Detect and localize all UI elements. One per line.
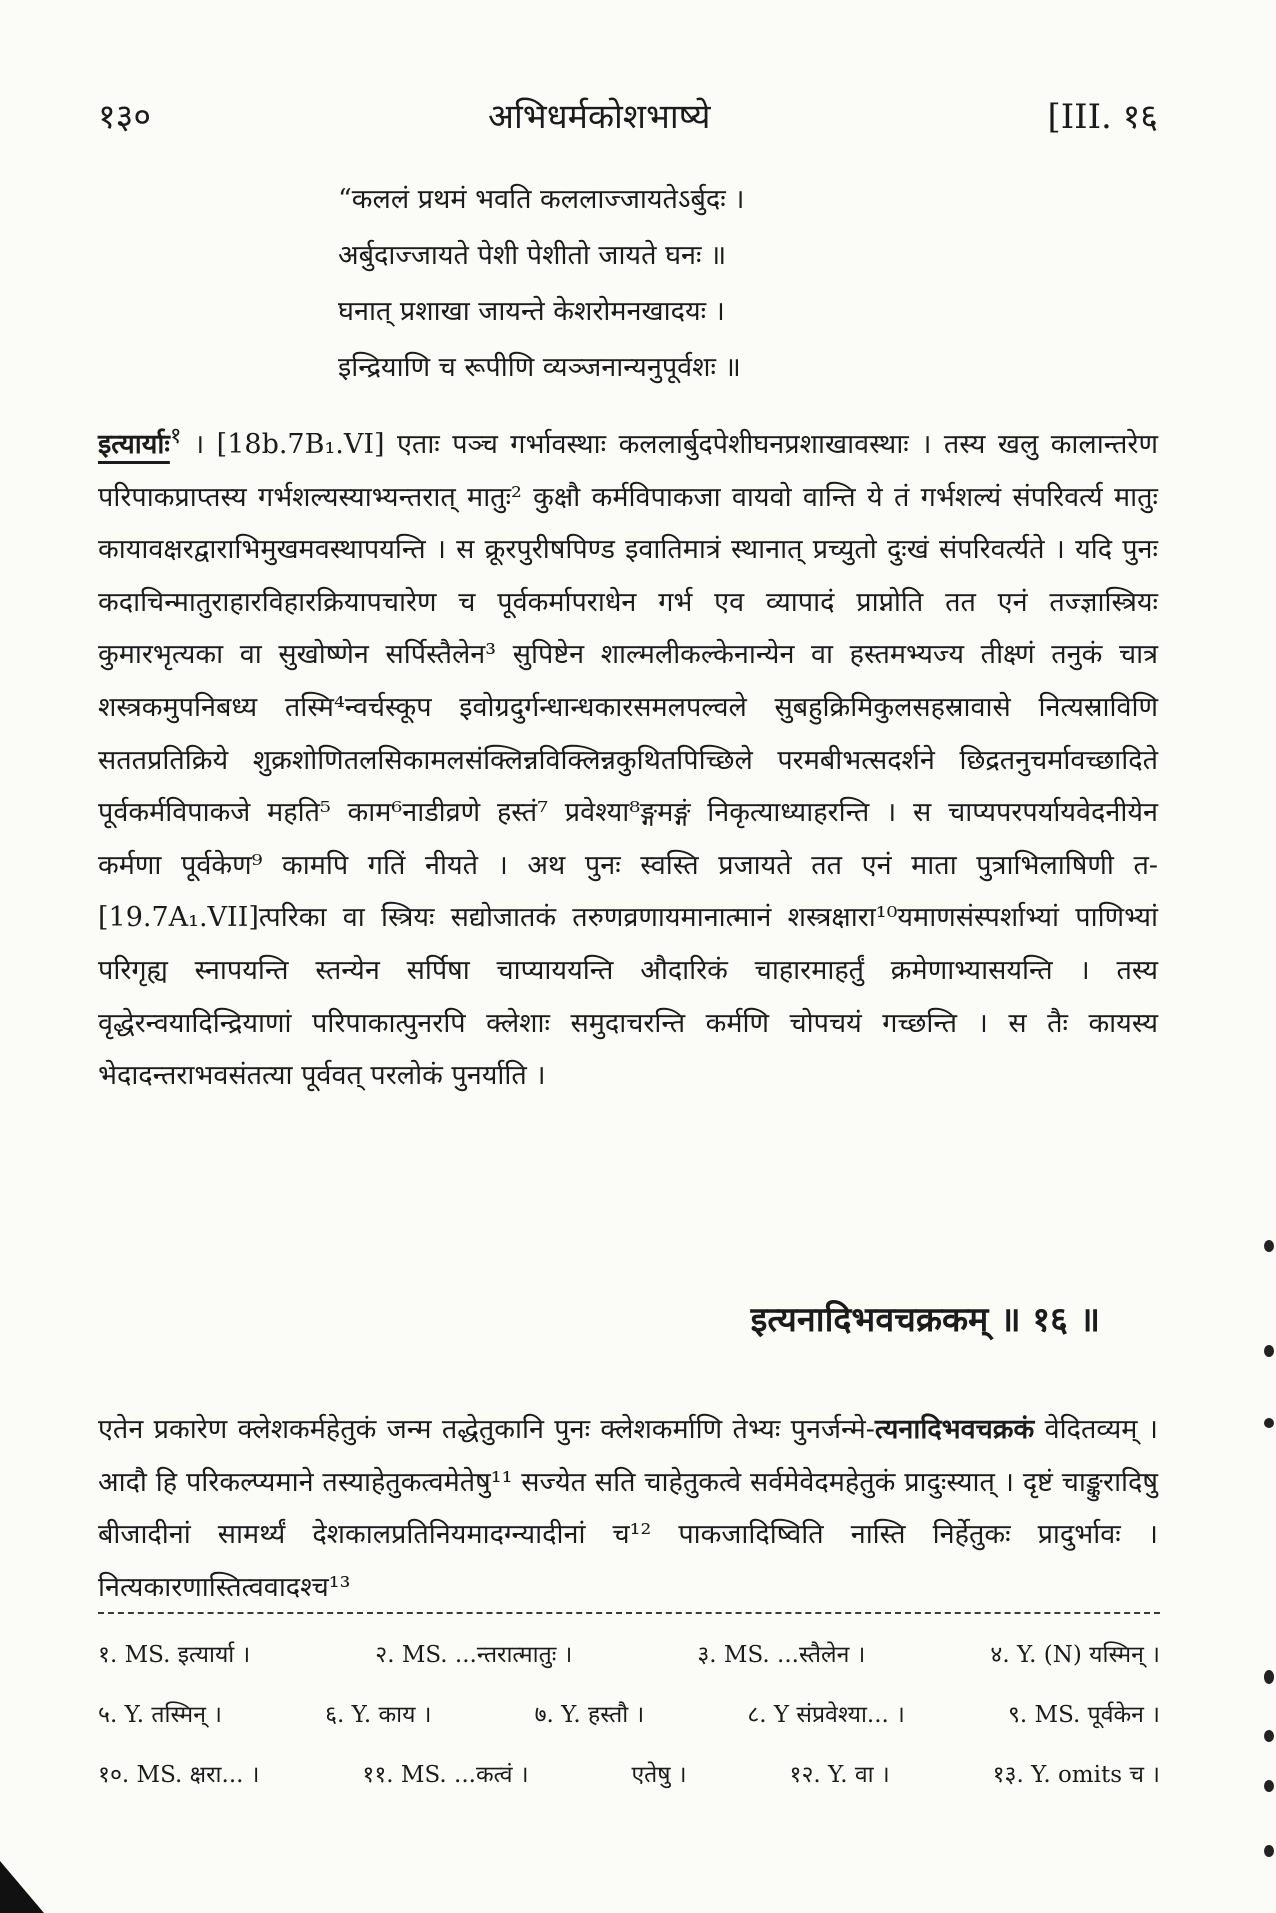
- verse-line: अर्बुदाज्जायते पेशी पेशीतो जायते घनः ॥: [338, 240, 727, 271]
- verse-line: “कललं प्रथमं भवति कललाज्जायतेऽर्बुदः ।: [338, 184, 745, 215]
- commentary-text-start: एतेन प्रकारेण क्लेशकर्महेतुकं जन्म तद्धेतुकानि पुनः क्लेशकर्माणि तेभ्यः पुनर्जन्मे-: [98, 1414, 875, 1445]
- scan-speck: [1264, 1730, 1274, 1742]
- footnote: ८. Y संप्रवेश्या... ।: [747, 1702, 905, 1728]
- footnote-row: [98, 1625, 1160, 1685]
- page-header: [98, 92, 1158, 138]
- scan-speck: [1264, 1240, 1274, 1252]
- footnote-divider: [98, 1612, 1160, 1614]
- footnote-row: [98, 1745, 1160, 1805]
- scan-speck: [1264, 1345, 1274, 1357]
- footnote: ५. Y. तस्मिन् ।: [98, 1702, 222, 1728]
- verse-line: इन्द्रियाणि च रूपीणि व्यञ्जनान्यनुपूर्वशः ॥: [338, 352, 741, 383]
- footnote: एतेषु ।: [631, 1762, 687, 1788]
- running-title: अभिधर्मकोशभाष्ये: [488, 97, 711, 137]
- verse-line: घनात् प्रशाखा जायन्ते केशरोमनखादयः ।: [338, 296, 725, 327]
- footnote: १३. Y. omits च ।: [992, 1762, 1160, 1788]
- section-marker: [III. १६: [1047, 97, 1158, 137]
- footnote: १. MS. इत्यार्या ।: [98, 1642, 251, 1668]
- footnote: १०. MS. क्षरा... ।: [98, 1762, 260, 1788]
- scan-speck: [1264, 1418, 1274, 1428]
- scan-speck: [1264, 1670, 1274, 1684]
- footnote: १२. Y. वा ।: [789, 1762, 890, 1788]
- karika-heading: इत्यनादिभवचक्रकम् ॥ १६ ॥: [750, 1300, 1100, 1340]
- scan-speck: [1264, 1845, 1274, 1857]
- commentary-paragraph: [98, 1377, 1158, 1641]
- paragraph-lead: इत्यार्याः: [98, 429, 170, 460]
- footnote: ३. MS. ...स्तैलेन ।: [697, 1642, 866, 1668]
- commentary-keyword: त्यनादिभवचक्रकं: [874, 1414, 1035, 1445]
- commentary-text-rest: वेदितव्यम् । आदौ हि परिकल्प्यमाने तस्याहेतुकत्वमेतेषु¹¹ सज्येत सति चाहेतुकत्वे सर्वमेवेदमहेतुकं प्रादुःस्यात् । दृष्टं चाङ्कुरादिषु बीजादीनां सामर्थ्यं देशकालप्रतिनियमादग्न्यादीनां च¹² पाकजादिष्विति नास्ति निर्हेतुकः प्रादुर्भावः । नित्यकारणास्तित्ववादश्च¹³: [98, 1414, 1158, 1603]
- scan-corner-shadow: [0, 1861, 44, 1913]
- footnote: ९. MS. पूर्वकेन ।: [1007, 1702, 1160, 1728]
- footnote: ४. Y. (N) यस्मिन् ।: [990, 1642, 1160, 1668]
- footnote: ११. MS. ...कत्वं ।: [362, 1762, 529, 1788]
- footnote-row: [98, 1685, 1160, 1745]
- footnote: ७. Y. हस्तौ ।: [534, 1702, 645, 1728]
- footnotes: [98, 1625, 1160, 1805]
- quoted-verse: [338, 172, 1138, 396]
- footnote: ६. Y. काय ।: [325, 1702, 432, 1728]
- footnote: २. MS. ...न्तरात्मातुः ।: [375, 1642, 573, 1668]
- main-paragraph: [98, 410, 1158, 1103]
- footnote-mark: १: [169, 423, 182, 449]
- paragraph-text: । [18b.7B₁.VI] एताः पञ्च गर्भावस्थाः कललार्बुदपेशीघनप्रशाखावस्थाः । तस्य खलु कालान्तरेण परिपाकप्राप्तस्य गर्भशल्यस्याभ्यन्तरात् मातुः² कुक्षौ कर्मविपाकजा वायवो वान्ति ये तं गर्भशल्यं संपरिवर्त्य मातुः कायावक्षरद्वाराभिमुखमवस्थापयन्ति । स क्रूरपुरीषपिण्ड इवातिमात्रं स्थानात् प्रच्युतो दुःखं संपरिवर्त्यते । यदि पुनः कदाचिन्मातुराहारविहारक्रियापचारेण च पूर्वकर्मापराधेन गर्भ एव व्यापादं प्राप्नोति तत एनं तज्ज्ञास्त्रियः कुमारभृत्यका वा सुखोष्णेन सर्पिस्तैलेन³ सुपिष्टेन शाल्मलीकल्केनान्येन वा हस्तमभ्यज्य तीक्ष्णं तनुकं चात्र शस्त्रकमुपनिबध्य तस्मि⁴न्वर्चस्कूप इवोग्रदुर्गन्धान्धकारसमलपल्वले सुबहुक्रिमिकुलसहस्रावासे नित्यस्राविणि सततप्रतिक्रिये शुक्रशोणितलसिकामलसंक्लिन्नविक्लिन्नकुथितपिच्छिले परमबीभत्सदर्शने छिद्रतनुचर्मावच्छादिते पूर्वकर्मविपाकजे महति⁵ काम⁶नाडीव्रणे हस्तं⁷ प्रवेश्या⁸ङ्गमङ्गं निकृत्याध्याहरन्ति । स चाप्यपरपर्यायवेदनीयेन कर्मणा पूर्वकेण⁹ कामपि गतिं नीयते । अथ पुनः स्वस्ति प्रजायते तत एनं माता पुत्राभिलाषिणी त-[19.7A₁.VII]त्परिका वा स्त्रियः सद्योजातकं तरुणव्रणायमानात्मानं शस्त्रक्षारा¹⁰यमाणसंस्पर्शाभ्यां पाणिभ्यां परिगृह्य स्नापयन्ति स्तन्येन सर्पिषा चाप्याययन्ति औदारिकं चाहारमाहर्तुं क्रमेणाभ्यासयन्ति । तस्य वृद्धेरन्वयादिन्द्रियाणां परिपाकात्पुनरपि क्लेशाः समुदाचरन्ति कर्मणि चोपचयं गच्छन्ति । स तैः कायस्य भेदादन्तराभवसंतत्या पूर्ववत् परलोकं पुनर्याति ।: [98, 429, 1158, 1092]
- page-number: १३०: [98, 97, 152, 137]
- scan-speck: [1264, 1780, 1274, 1792]
